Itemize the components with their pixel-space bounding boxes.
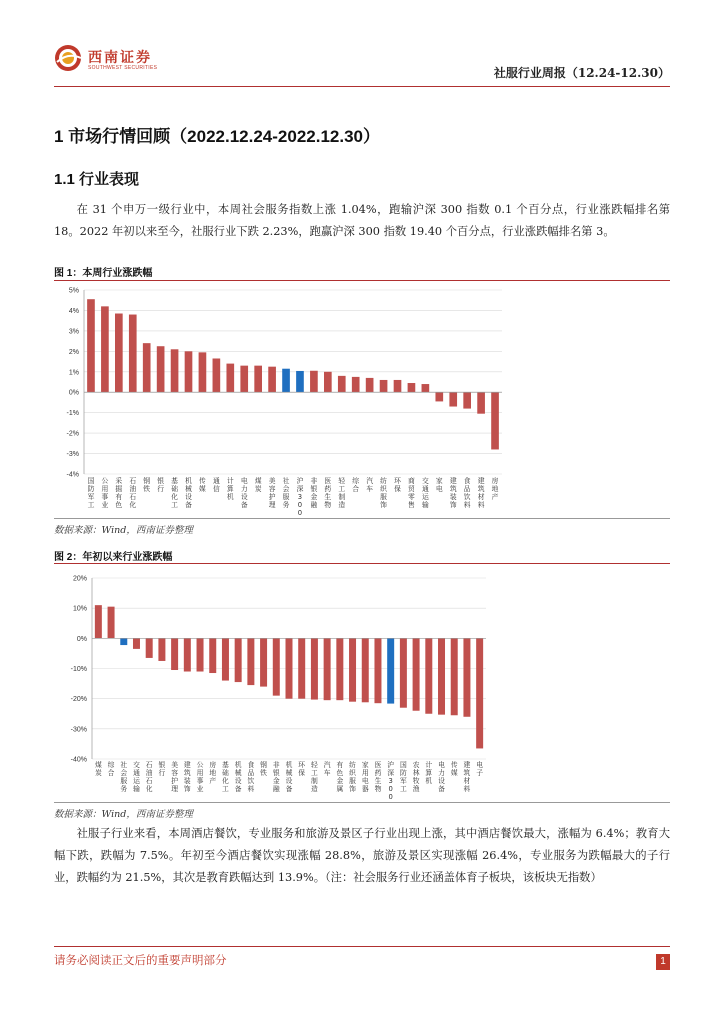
bar-1	[101, 306, 109, 392]
bar-29	[491, 392, 499, 449]
figure-1-source: 数据来源：Wind，西南证券整理	[54, 525, 193, 536]
bar-20	[349, 638, 356, 701]
bar-16	[310, 371, 318, 392]
bar-11	[235, 638, 242, 682]
bar-18	[338, 376, 346, 392]
category-label: 公用事业	[101, 477, 109, 509]
category-label: 公用事业	[196, 761, 204, 793]
bar-27	[438, 638, 445, 714]
bar-25	[413, 638, 420, 710]
bar-11	[240, 366, 248, 393]
category-label: 传媒	[199, 477, 206, 493]
y-tick-label: 4%	[68, 307, 79, 315]
bar-4	[146, 638, 153, 658]
y-tick-label: -40%	[70, 756, 87, 764]
category-label: 建筑装饰	[449, 477, 457, 509]
bar-8	[199, 352, 207, 392]
figure-1-top-rule	[54, 280, 670, 281]
bar-27	[463, 392, 471, 408]
footer-disclaimer: 请务必阅读正文后的重要声明部分	[54, 953, 227, 967]
body-paragraph-1: 在 31 个申万一级行业中，本周社会服务指数上涨 1.04%，跑输沪深 300 指数 0.1 个百分点，行业涨跌幅排名第 18。2022 年初以来至今，社服行业下跌 2.23%，跑赢沪深 300 指数 19.40 个百分点，行业涨跌幅排名第 3。	[54, 203, 670, 238]
header-divider	[54, 86, 670, 87]
y-tick-label: 10%	[72, 605, 87, 613]
company-logo-icon	[54, 44, 84, 72]
category-label: 社会服务	[120, 761, 128, 793]
bar-28	[477, 392, 485, 413]
y-tick-label: -2%	[66, 430, 79, 438]
category-label: 银行	[157, 477, 165, 493]
section-heading: 1 市场行情回顾（2022.12.24-2022.12.30）	[54, 127, 381, 146]
y-tick-label: -1%	[66, 410, 79, 418]
category-label: 通信	[212, 477, 220, 493]
bar-7	[184, 638, 191, 671]
bar-0	[95, 605, 102, 638]
bar-4	[143, 343, 151, 392]
category-label: 综合	[352, 477, 360, 493]
category-label: 计算机	[226, 477, 234, 501]
category-label: 基础化工	[171, 477, 178, 509]
bar-20	[366, 378, 374, 392]
category-label: 商贸零售	[408, 477, 415, 509]
category-label: 机械设备	[234, 761, 242, 793]
category-label: 采掘有色	[115, 477, 123, 509]
figure-2-top-rule	[54, 563, 670, 564]
bar-1	[108, 607, 115, 639]
bar-21	[380, 380, 388, 392]
bar-19	[352, 377, 360, 392]
bar-18	[324, 638, 331, 700]
bar-6	[171, 638, 178, 670]
category-label: 电力设备	[438, 761, 445, 793]
category-label: 电子	[476, 761, 484, 777]
bar-7	[185, 351, 193, 392]
category-label: 有色金属	[336, 761, 344, 793]
category-label: 社会服务	[282, 477, 290, 509]
category-label: 电力设备	[240, 477, 248, 509]
category-label: 钢铁	[143, 477, 151, 493]
bar-23	[387, 638, 394, 703]
bar-13	[268, 367, 276, 393]
bar-15	[296, 371, 304, 392]
bar-13	[260, 638, 267, 686]
bar-12	[247, 638, 254, 685]
category-label: 石油石化	[145, 761, 153, 793]
y-tick-label: -20%	[70, 696, 87, 704]
category-label: 沪深 3 0 0	[387, 761, 395, 801]
bar-8	[197, 638, 204, 671]
category-label: 汽车	[323, 761, 331, 777]
y-tick-label: 1%	[68, 369, 79, 377]
bar-19	[336, 638, 343, 700]
category-label: 传媒	[450, 761, 458, 777]
category-label: 轻工制造	[338, 477, 346, 509]
bar-17	[324, 372, 332, 392]
bar-14	[273, 638, 280, 695]
category-label: 基础化工	[222, 761, 229, 793]
category-label: 食品饮料	[463, 477, 471, 509]
category-label: 美容护理	[171, 761, 179, 793]
category-label: 交通运输	[133, 761, 140, 793]
company-english-name: SOUTHWEST SECURITIES	[88, 65, 158, 71]
bar-29	[463, 638, 470, 716]
bar-10	[226, 364, 234, 393]
y-tick-label: 20%	[72, 575, 87, 583]
category-label: 交通运输	[421, 477, 429, 509]
bar-22	[374, 638, 381, 703]
category-label: 机械设备	[185, 477, 192, 509]
category-label: 美容护理	[268, 477, 276, 509]
y-tick-label: 0%	[68, 389, 79, 397]
bar-21	[362, 638, 369, 702]
body-paragraph-2: 社服子行业来看，本周酒店餐饮，专业服务和旅游及景区子行业出现上涨，其中酒店餐饮最大，涨幅为 6.4%；教育大幅下跌，跌幅为 7.5%。年初至今酒店餐饮实现涨幅 28.8%，旅游及景区实现涨幅 26.4%，专业服务为跌幅最大的子行业，跌幅约为 21.5%，其次是教育跌幅达到 13.9%。（注：社会服务行业还涵盖体育子板块，该板块无指数）	[54, 827, 670, 884]
figure-1-title: 图 1：本周行业涨跌幅	[54, 268, 153, 279]
category-label: 钢铁	[260, 761, 267, 777]
category-label: 煤炭	[94, 761, 102, 777]
category-label: 农林牧渔	[412, 761, 420, 793]
figure-2-bottom-rule	[54, 802, 670, 803]
bar-3	[133, 638, 140, 649]
bar-26	[449, 392, 457, 406]
category-label: 医药生物	[324, 477, 332, 509]
bar-12	[254, 366, 262, 393]
bar-3	[129, 315, 137, 393]
category-label: 非银金融	[310, 477, 318, 509]
category-label: 家电	[435, 477, 443, 493]
y-tick-label: -10%	[70, 666, 87, 673]
category-label: 家用电器	[361, 761, 369, 793]
category-label: 综合	[107, 761, 115, 777]
category-label: 轻工制造	[311, 761, 318, 793]
bar-15	[286, 638, 293, 698]
bar-2	[120, 638, 127, 645]
category-label: 计算机	[425, 761, 433, 785]
category-label: 纺织服饰	[349, 761, 356, 793]
figure-2-source: 数据来源：Wind，西南证券整理	[54, 809, 193, 820]
figure-1-bottom-rule	[54, 518, 670, 519]
y-tick-label: -3%	[66, 451, 79, 459]
bar-25	[435, 392, 443, 401]
category-label: 国防军工	[399, 761, 407, 793]
ytd-industry-change-chart	[54, 566, 670, 801]
bar-26	[425, 638, 432, 713]
report-title: 社服行业周报（12.24-12.30）	[493, 66, 670, 80]
bar-14	[282, 369, 290, 393]
category-label: 建筑材料	[477, 477, 485, 509]
y-tick-label: 3%	[68, 328, 79, 336]
page-number: 1	[656, 954, 670, 970]
category-label: 环保	[298, 761, 306, 777]
category-label: 汽车	[366, 477, 374, 493]
category-label: 房地产	[491, 477, 499, 501]
weekly-industry-change-chart	[54, 282, 670, 516]
company-name: 西南证券	[88, 50, 152, 66]
bar-17	[311, 638, 318, 699]
bar-28	[451, 638, 458, 715]
bar-22	[394, 380, 402, 392]
y-tick-label: 2%	[68, 348, 79, 356]
bar-5	[158, 638, 165, 661]
category-label: 环保	[394, 477, 401, 493]
bar-5	[157, 346, 165, 392]
category-label: 房地产	[209, 761, 217, 785]
bar-24	[400, 638, 407, 707]
y-tick-label: 5%	[68, 287, 79, 295]
bar-24	[422, 384, 430, 392]
bar-2	[115, 314, 123, 393]
category-label: 机械设备	[285, 761, 293, 793]
bar-10	[222, 638, 229, 680]
category-label: 非银金融	[272, 761, 280, 793]
bar-0	[87, 299, 95, 392]
bar-9	[213, 358, 221, 392]
bar-9	[209, 638, 216, 673]
bar-23	[408, 383, 416, 392]
category-label: 建筑材料	[463, 761, 471, 793]
category-label: 石油石化	[129, 477, 137, 509]
category-label: 建筑装饰	[183, 761, 191, 793]
category-label: 煤炭	[254, 477, 262, 493]
category-label: 纺织服饰	[380, 477, 387, 509]
bar-16	[298, 638, 305, 698]
bar-6	[171, 349, 179, 392]
y-tick-label: -4%	[66, 471, 79, 479]
y-tick-label: 0%	[76, 635, 87, 643]
category-label: 食品饮料	[247, 761, 255, 793]
figure-2-title: 图 2：年初以来行业涨跌幅	[54, 552, 173, 563]
footer-divider	[54, 946, 670, 947]
category-label: 沪深 3 0 0	[296, 477, 304, 517]
category-label: 国防军工	[87, 477, 95, 509]
category-label: 银行	[158, 761, 166, 777]
subsection-heading: 1.1 行业表现	[54, 171, 140, 188]
y-tick-label: -30%	[70, 726, 87, 734]
bar-30	[476, 638, 483, 748]
category-label: 医药生物	[374, 761, 382, 793]
